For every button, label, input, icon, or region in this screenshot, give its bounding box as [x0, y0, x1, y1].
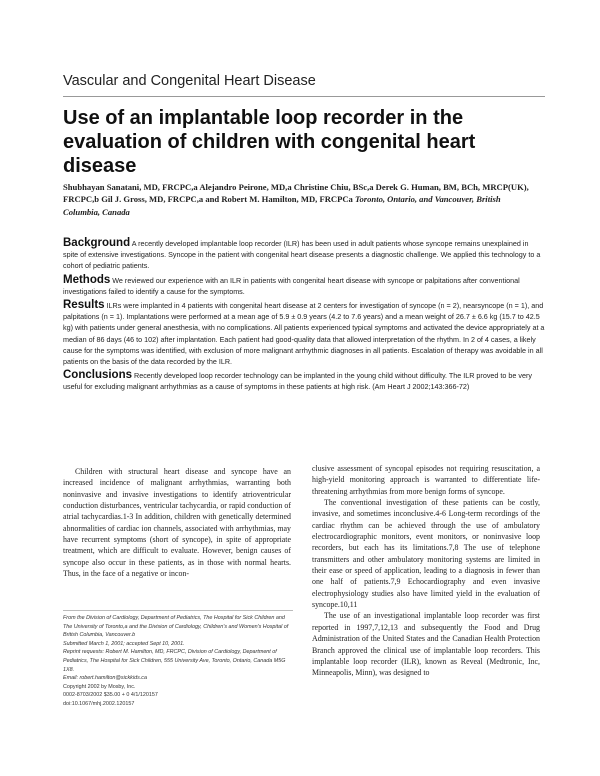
- body-paragraph: clusive assessment of syncopal episodes not requiring resuscitation, a high-yield monitoring approach is warranted to differentiate life-threatening arrhythmias from more benign forms of syncope.: [312, 464, 540, 496]
- footnote-copyright: Copyright 2002 by Mosby, Inc.: [63, 683, 136, 690]
- abstract-results-text: ILRs were implanted in 4 patients with congenital heart disease at 2 centers for investigation of syncope (n = 2), nearsyncope (n = 1), and palpitations (n = 1). Implantations were performed at a mean age of 5.9 ± 0.9 years (4.2 to 7.6 years) and a mean weight of 26.7 ± 6.6 kg (15.7 to 42.5 kg) with patients under general anesthesia, with no complications. All patients experienced typical symptoms and activated the device appropriately at a median of 86 days (46 to 102) after implantation. Each patient had good-quality data that allowed interpretation of the rhythm. In 2 of 4 cases, a likely cause for the symptoms was identified, with exclusion of more malignant arrhythmic diagnoses in all patients. Escalation of therapy was avoidable in all patients on the basis of the data recorded by the ILR.: [63, 301, 545, 367]
- abstract-methods: [63, 275, 545, 297]
- abstract-conclusions-text: Recently developed loop recorder technology can be implanted in the young child without difficulty. The ILR proved to be very useful for excluding malignant arrhythmias as a cause of symptoms in these patients at high risk. (Am Heart J 2002;143:366-72): [63, 371, 532, 392]
- abstract-results-heading: Results: [63, 299, 105, 312]
- body-left-column: [63, 466, 291, 579]
- body-paragraph: The use of an investigational implantable loop recorder was first reported in 1997,7,12,13 and subsequently the Food and Drug Administration of the United States and the Canadian Health Protection Branch approved the clinical use of implantable loop recorders. This implantable loop recorder (ILR), known as Reveal (Medtronic, Inc, Minneapolis, Minn), was designed to: [312, 611, 540, 678]
- author-list: [63, 181, 533, 218]
- footnote-affiliations: From the Division of Cardiology, Department of Pediatrics, The Hospital for Sick Children and The University of Toronto,a and the Division of Cardiology, Children's and Women's Hospital of British Columbia, Vancouver.b: [63, 615, 289, 639]
- footnote-reprint-requests: Reprint requests: Robert M. Hamilton, MD, FRCPC, Division of Cardiology, Department of Pediatrics, The Hospital for Sick Children, 555 University Ave, Toronto, Ontario, Canada M5G 1X8.: [63, 649, 286, 673]
- author-names: Shubhayan Sanatani, MD, FRCPC,a Alejandro Peirone, MD,a Christine Chiu, BSc,a Derek G. Human, BM, BCh, MRCP(UK), FRCPC,b Gil J. Gross, MD, FRCPC,a and Robert M. Hamilton, MD, FRCPCa: [63, 182, 529, 205]
- article-title: Use of an implantable loop recorder in the evaluation of children with congenital heart disease: [63, 107, 476, 177]
- footnote-submitted: Submitted March 1, 2001; accepted Sept 10, 2001.: [63, 640, 185, 647]
- abstract-background-heading: Background: [63, 237, 131, 249]
- footnote-doi: doi:10.1067/mhj.2002.120157: [63, 700, 135, 707]
- footnote-email: Email: robert.hamilton@sickkids.ca: [63, 675, 147, 682]
- abstract-methods-text: We reviewed our experience with an ILR in patients with congenital heart disease with syncope or palpitations after conventional investigations failed to identify a cause for the symptoms.: [63, 275, 520, 296]
- footnote: [63, 614, 293, 709]
- abstract-results: [63, 300, 545, 367]
- author-affiliation: Toronto, Ontario, and Vancouver, British Columbia, Canada: [63, 194, 501, 217]
- footnote-rule: [63, 610, 293, 611]
- abstract-conclusions-heading: Conclusions: [63, 369, 133, 382]
- section-rule: [63, 96, 545, 97]
- abstract-background: [63, 238, 545, 272]
- body-paragraph: The conventional investigation of these patients can be costly, invasive, and sometimes inconclusive.4-6 Long-term recordings of the cardiac rhythm can be achieved through the use of ambulatory electrocardiographic monitors, event monitors, or noninvasive loop recorders, but each has its limitations.7,8 The use of telephone transmitters and other ambulatory monitoring systems are limited in their ease or speed of application, leading to a diagnosis in fewer than one half of patients.7,9 Echocardiography and even invasive electrophysiology studies also have limited yield in the evaluation of syncope.10,11: [312, 498, 540, 610]
- abstract-background-text: A recently developed implantable loop recorder (ILR) has been used in adult patients whose syncope remains unexplained in spite of extensive investigations. Syncope in the patient with congenital heart disease presents a diagnostic challenge. We applied this technology to a cohort of pediatric patients.: [63, 239, 541, 271]
- footnote-issn: 0002-8703/2002 $35.00 + 0 4/1/120157: [63, 692, 158, 699]
- section-label: Vascular and Congenital Heart Disease: [63, 73, 316, 89]
- body-right-column: [312, 463, 540, 679]
- abstract-conclusions: [63, 370, 545, 392]
- body-paragraph: Children with structural heart disease and syncope have an increased incidence of malignant arrhythmias, warranting both noninvasive and invasive investigations to identify atrioventricular conduction disturbances, ventricular tachycardia, or rapid conduction of atrial tachycardias.1-3 In addition, children with genetically determined abnormalities of cardiac ion channels, associated with arrhythmias, may have recurrent symptoms (short of syncope), in spite of appropriate treatment, which are difficult to evaluate. However, benign causes of syncope also occur in these patients, as in those with normal hearts. Thus, in the face of a negative or incon-: [63, 467, 291, 579]
- abstract: [63, 238, 545, 396]
- abstract-methods-heading: Methods: [63, 273, 111, 286]
